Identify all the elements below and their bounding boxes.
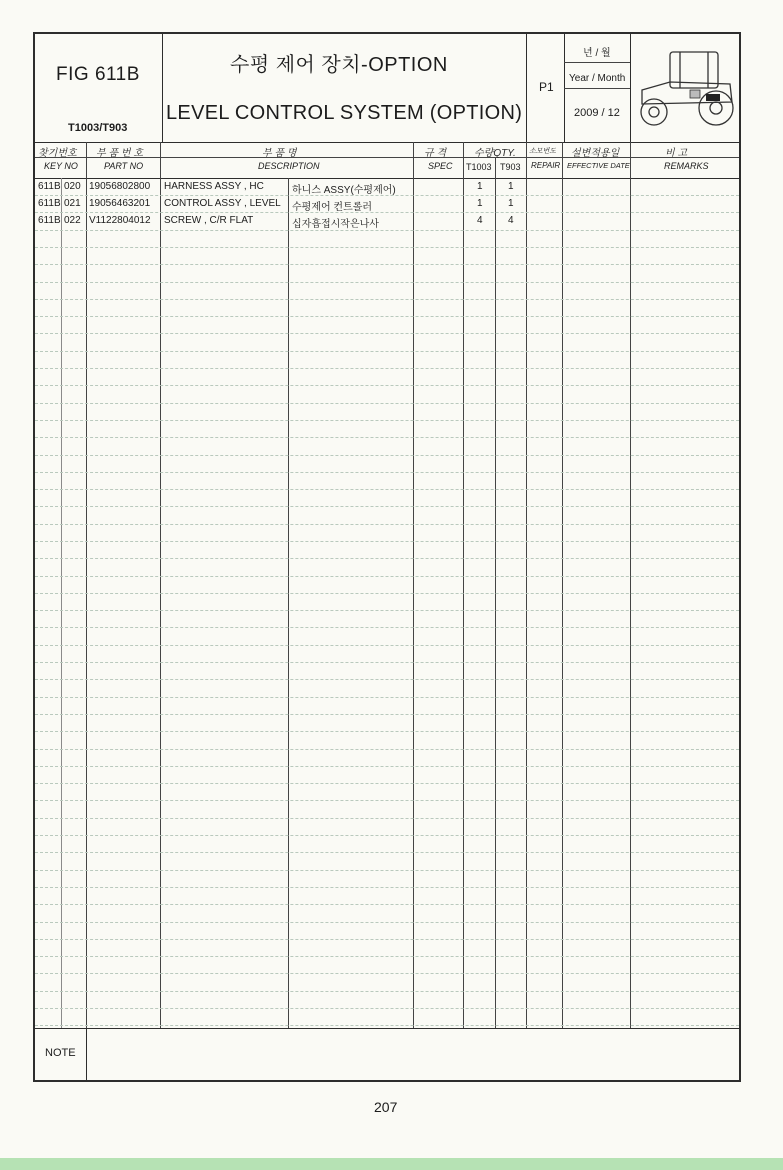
ruled-line (35, 333, 739, 334)
col-remarks: REMARKS (664, 161, 709, 171)
table-body-top (35, 178, 739, 179)
ruled-line (35, 783, 739, 784)
row-qty-t1003: 1 (477, 181, 483, 192)
col-remarks-ko: 비 고 (665, 148, 688, 159)
page-title-korean: 수평 제어 장치-OPTION (230, 54, 448, 76)
col-line-desc (413, 142, 414, 1028)
note-divider (35, 1028, 739, 1029)
row-qty-t903: 4 (508, 215, 514, 226)
row-fig: 611B (38, 198, 61, 209)
tractor-icon (634, 46, 738, 138)
page-bottom-band (0, 1158, 783, 1170)
header-vline-4 (630, 34, 631, 142)
row-desc-ko: 십자흡접시작은나사 (292, 219, 379, 230)
ruled-line (35, 316, 739, 317)
ruled-line (35, 749, 739, 750)
ruled-line (35, 576, 739, 577)
col-spec: SPEC (428, 161, 453, 171)
ruled-line (35, 714, 739, 715)
row-fig: 611B (38, 215, 61, 226)
col-line-spec (463, 142, 464, 1028)
year-month-label: Year / Month (569, 73, 626, 84)
ruled-line (35, 991, 739, 992)
row-qty-t903: 1 (508, 198, 514, 209)
row-desc-en: SCREW , C/R FLAT (164, 215, 254, 226)
ruled-line (35, 835, 739, 836)
row-qty-t1003: 4 (477, 215, 483, 226)
ruled-line (35, 247, 739, 248)
row-desc-ko: 수평제어 컨트롤러 (292, 202, 373, 213)
ruled-line (35, 212, 739, 213)
col-effective-ko: 설변적용일 (571, 148, 620, 159)
header-vline-1 (162, 34, 163, 142)
ruled-line (35, 818, 739, 819)
ruled-line (35, 264, 739, 265)
ruled-line (35, 887, 739, 888)
ruled-line (35, 593, 739, 594)
sheet-page-label: P1 (539, 80, 554, 94)
row-desc-en: CONTROL ASSY , LEVEL (164, 198, 281, 209)
page-title-english: LEVEL CONTROL SYSTEM (OPTION) (166, 102, 523, 124)
ruled-line (35, 385, 739, 386)
ruled-line (35, 870, 739, 871)
ym-divider-2 (564, 88, 630, 89)
ym-divider-1 (564, 62, 630, 63)
col-key-ko: 찾기번호 (38, 148, 77, 159)
year-month-label-korean: 년 / 월 (583, 48, 611, 59)
figure-number: FIG 611B (56, 64, 140, 85)
col-spec-ko: 규 격 (424, 148, 447, 159)
ruled-line (35, 437, 739, 438)
note-label: NOTE (45, 1047, 76, 1059)
row-part-no: 19056802800 (89, 181, 151, 192)
row-key: 020 (64, 181, 81, 192)
col-repair: REPAIR (531, 161, 561, 170)
year-month-value: 2009 / 12 (574, 107, 620, 119)
ruled-line (35, 524, 739, 525)
ruled-line (35, 679, 739, 680)
ruled-line (35, 766, 739, 767)
col-line-key (86, 142, 87, 1028)
row-key: 022 (64, 215, 81, 226)
row-desc-ko: 하니스 ASSY(수평제어) (292, 185, 396, 196)
row-key: 021 (64, 198, 81, 209)
ruled-line (35, 472, 739, 473)
ruled-line (35, 627, 739, 628)
col-key: KEY NO (44, 161, 78, 171)
ruled-line (35, 455, 739, 456)
ruled-line (35, 939, 739, 940)
ruled-line (35, 282, 739, 283)
ruled-line (35, 904, 739, 905)
ruled-line (35, 852, 739, 853)
ruled-line (35, 368, 739, 369)
header-vline-2 (526, 34, 527, 142)
ruled-line (35, 645, 739, 646)
ruled-line (35, 506, 739, 507)
note-vline (86, 1028, 87, 1080)
ruled-line (35, 558, 739, 559)
model-label: T1003/T903 (68, 122, 128, 134)
ruled-line (35, 956, 739, 957)
row-qty-t1003: 1 (477, 198, 483, 209)
row-fig: 611B (38, 181, 61, 192)
col-qty-t903: T903 (500, 162, 521, 172)
row-qty-t903: 1 (508, 181, 514, 192)
ruled-line (35, 922, 739, 923)
page-number: 207 (374, 1099, 398, 1115)
row-desc-en: HARNESS ASSY , HC (164, 181, 264, 192)
ruled-line (35, 403, 739, 404)
ruled-line (35, 662, 739, 663)
header-divider (35, 142, 739, 143)
ruled-line (35, 610, 739, 611)
col-line-qty (526, 142, 527, 1028)
col-effective: EFFECTIVE DATE (567, 161, 630, 170)
ruled-line (35, 800, 739, 801)
col-line-fig (61, 178, 62, 1028)
col-desc: DESCRIPTION (258, 161, 320, 171)
col-line-desc-split (288, 178, 289, 1028)
ruled-line (35, 973, 739, 974)
ruled-line (35, 489, 739, 490)
ruled-line (35, 299, 739, 300)
col-desc-ko: 부 품 명 (262, 148, 297, 159)
col-qty-t1003: T1003 (466, 162, 492, 172)
ruled-line (35, 697, 739, 698)
col-repair-ko: 소모번도 (529, 148, 557, 155)
ruled-line (35, 541, 739, 542)
row-part-no: V1122804012 (89, 215, 151, 226)
col-line-effective (630, 142, 631, 1028)
col-line-repair (562, 142, 563, 1028)
ruled-line (35, 230, 739, 231)
row-part-no: 19056463201 (89, 198, 151, 209)
col-part-ko: 부 품 번 호 (96, 148, 143, 159)
col-line-part (160, 142, 161, 1028)
ruled-line (35, 420, 739, 421)
ruled-line (35, 351, 739, 352)
ruled-line (35, 731, 739, 732)
col-part: PART NO (104, 161, 144, 171)
ruled-line (35, 1008, 739, 1009)
ruled-line (35, 1025, 739, 1026)
col-qty-ko: 수량QTY. (474, 148, 516, 159)
